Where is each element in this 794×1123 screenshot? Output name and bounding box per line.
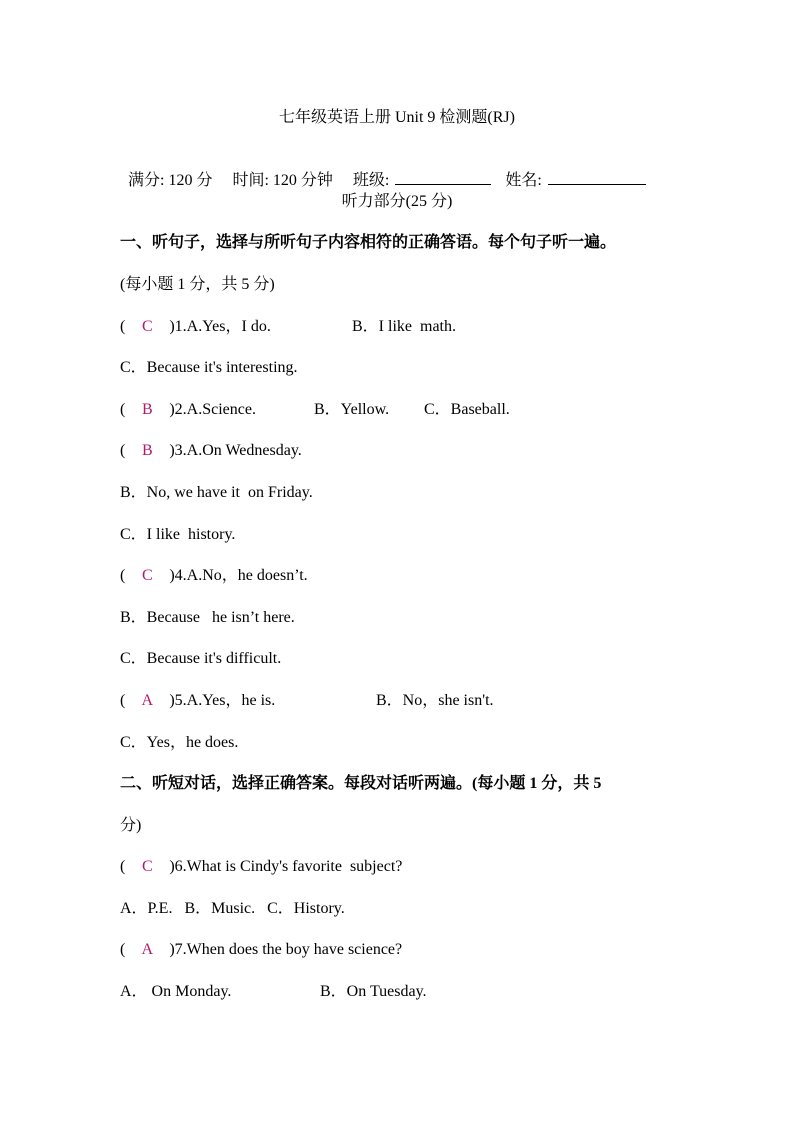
question-2: ( B )2.A.Science.: [120, 401, 256, 418]
question-5: ( A )5.A.Yes，he is.: [120, 692, 276, 709]
part1-instruction-cont: (每小题 1 分，共 5 分): [120, 276, 275, 293]
option-c: C．I like history.: [120, 526, 236, 543]
question-text: )7.When does the boy have science?: [169, 941, 403, 958]
question-text: )6.What is Cindy's favorite subject?: [169, 858, 403, 875]
option-b: B．Because he isn’t here.: [120, 609, 295, 626]
question-6: ( C )6.What is Cindy's favorite subject?: [120, 858, 403, 875]
option-c: C．Yes，he does.: [120, 734, 239, 751]
question-1: ( C )1.A.Yes，I do.: [120, 318, 271, 335]
option-b: B．Yellow.: [314, 401, 390, 418]
answer-mark: A: [141, 692, 154, 709]
options: A．P.E. B．Music. C．History.: [120, 900, 345, 917]
option-b: B．I like math.: [352, 318, 456, 335]
class-field[interactable]: [395, 170, 491, 185]
name-label: 姓名:: [505, 172, 542, 189]
option-c: C．Because it's interesting.: [120, 359, 298, 376]
answer-mark: B: [141, 401, 153, 418]
time-info: 时间: 120 分钟: [232, 172, 333, 189]
name-field[interactable]: [548, 170, 646, 185]
answer-mark: A: [141, 941, 154, 958]
option-c: C．Baseball.: [424, 401, 510, 418]
part2-instruction: 二、听短对话，选择正确答案。每段对话听两遍。(每小题 1 分，共 5: [120, 775, 602, 792]
option-c: C．Because it's difficult.: [120, 650, 282, 667]
option-b: B．No, we have it on Friday.: [120, 484, 313, 501]
part2-instruction-cont: 分): [120, 817, 142, 834]
answer-mark: B: [141, 442, 153, 459]
question-text: )2.A.Science.: [169, 401, 256, 418]
exam-meta: [120, 150, 646, 191]
answer-mark: C: [141, 318, 153, 335]
part1-instruction: 一、听句子，选择与所听句子内容相符的正确答语。每个句子听一遍。: [120, 234, 617, 251]
option-b: B．On Tuesday.: [320, 983, 427, 1000]
question-text: )4.A.No，he doesn’t.: [169, 567, 308, 584]
question-3: ( B )3.A.On Wednesday.: [120, 442, 302, 459]
option-b: B．No，she isn't.: [376, 692, 494, 709]
question-text: )3.A.On Wednesday.: [169, 442, 302, 459]
question-4: ( C )4.A.No，he doesn’t.: [120, 567, 308, 584]
page-title: 七年级英语上册 Unit 9 检测题(RJ): [278, 109, 515, 126]
question-text: )5.A.Yes，he is.: [169, 692, 276, 709]
question-text: )1.A.Yes，I do.: [169, 318, 271, 335]
section-heading: 听力部分(25 分): [341, 193, 453, 210]
answer-mark: C: [141, 858, 153, 875]
question-7: ( A )7.When does the boy have science?: [120, 941, 403, 958]
class-label: 班级:: [352, 172, 390, 189]
score-info: 满分: 120 分: [128, 172, 213, 189]
answer-mark: C: [141, 567, 153, 584]
option-a: A． On Monday.: [120, 983, 232, 1000]
